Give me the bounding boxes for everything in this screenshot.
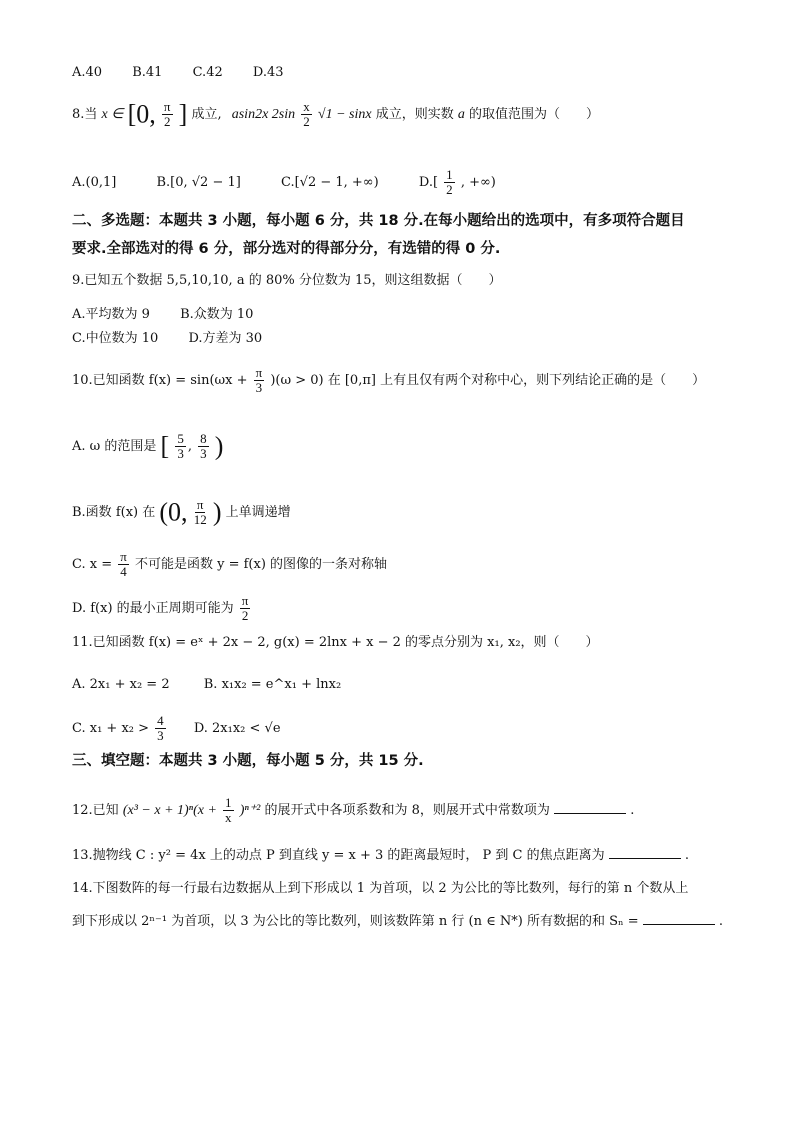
q8-prefix: 8.当 [72, 107, 98, 122]
q11-stem: 11.已知函数 f(x) = eˣ + 2x − 2, g(x) = 2lnx + x − 2 的零点分别为 x₁, x₂，则（ ） [72, 635, 599, 650]
q10-option-a-frac2 [198, 432, 209, 461]
q12-pre: 12.已知 [72, 803, 119, 818]
q9-stem: 9.已知五个数据 5,5,10,10, a 的 80% 分位数为 15，则这组数据（ ） [72, 273, 502, 288]
q13-answer-blank[interactable] [609, 846, 681, 859]
q11-option-c-frac [155, 714, 166, 743]
q11-option-b: B. x₁x₂ = e^x₁ + lnx₂ [203, 677, 342, 692]
q10-option-a-left: [ [160, 431, 170, 461]
q10-stem-pre: 10.已知函数 f(x) = sin(ωx + [72, 373, 248, 388]
q12-frac [223, 796, 234, 825]
q8-sqrt: √1 − sinx [317, 107, 372, 122]
q10-stem-frac-num: π [255, 365, 263, 380]
q10-option-a-num1: 5 [177, 431, 184, 446]
q8-sin-frac [301, 100, 312, 129]
q8-option-d-prefix: D.[ [418, 175, 439, 190]
q8-option-d [418, 167, 496, 197]
q7-option-b: B.41 [132, 65, 163, 80]
q8-option-a: A.(0,1] [72, 175, 117, 190]
q11-options-row1 [72, 676, 341, 694]
q10-option-b-post: 上单调递增 [225, 505, 291, 520]
q11-option-d: D. 2x₁x₂ < √e [193, 721, 281, 736]
q9-option-d: D.方差为 30 [188, 331, 263, 346]
q14-answer-blank[interactable] [643, 912, 715, 925]
q10-option-b-num: π [196, 497, 204, 512]
q11-option-c-num: 4 [157, 713, 164, 728]
q10-option-a-pre: A. ω 的范围是 [72, 439, 157, 454]
q7-option-c: C.42 [192, 65, 223, 80]
q12-expr2: )ⁿ⁺² [239, 803, 261, 818]
q12-answer-blank[interactable] [554, 801, 626, 814]
q7-option-d: D.43 [252, 65, 284, 80]
q10-option-c-den: 4 [120, 564, 127, 579]
q14-line1: 14.下图数阵的每一行最右边数据从上到下形成以 1 为首项，以 2 为公比的等比数列，每行的第 n 个数从上 [72, 881, 689, 896]
q10-option-d [72, 594, 252, 623]
q12-stem [72, 796, 634, 825]
section2-heading-line2: 要求.全部选对的得 6 分，部分选对的得部分分，有选错的得 0 分. [72, 241, 501, 257]
q8-established: 成立, [191, 107, 222, 122]
q10-stem-frac-den: 3 [255, 380, 263, 395]
q8-cond-var: x ∈ [101, 107, 124, 122]
q8-option-d-suffix: , +∞) [460, 175, 496, 190]
q10-option-b-frac [194, 498, 207, 527]
q8-ineq-left: asin2x 2sin [231, 107, 296, 122]
q8-tail: 成立，则实数 [375, 107, 454, 122]
q10-option-b-den: 12 [193, 512, 207, 527]
q8-stem [72, 100, 599, 129]
q8-var: a [457, 107, 465, 122]
q8-tail2: 的取值范围为（ ） [469, 107, 600, 122]
q10-option-c-pre: C. x = [72, 557, 113, 572]
q11-options-row2 [72, 714, 281, 743]
q10-option-d-num: π [241, 593, 249, 608]
q8-option-d-den: 2 [446, 182, 453, 197]
q8-interval-left: [0, [127, 99, 156, 129]
q8-option-d-num: 1 [446, 167, 453, 182]
q10-option-a-frac1 [175, 432, 186, 461]
q11-option-a: A. 2x₁ + x₂ = 2 [72, 677, 170, 692]
q10-option-d-frac [240, 594, 251, 623]
q9-options-row1 [72, 306, 253, 324]
q13-end: . [684, 848, 690, 863]
q13-stem [72, 846, 689, 865]
q10-stem-post: )(ω > 0) 在 [0,π] 上有且仅有两个对称中心，则下列结论正确的是（ ） [270, 373, 706, 388]
q8-option-b: B.[0, √2 − 1] [156, 175, 241, 190]
q10-option-a: A. ω 的范围是 [ $\frac{5}{3}$ , $\frac{8}{3}$ ) [72, 431, 224, 461]
q10-option-c [72, 550, 387, 579]
q14-line2 [72, 912, 723, 931]
q12-end: . [630, 803, 635, 818]
q8-interval-num: π [163, 99, 171, 114]
section3-heading: 三、填空题：本题共 3 小题，每小题 5 分，共 15 分. [72, 753, 424, 769]
q10-option-a-den2: 3 [200, 446, 207, 461]
q12-post: 的展开式中各项系数和为 8，则展开式中常数项为 [264, 803, 550, 818]
q10-option-a-den1: 3 [177, 446, 184, 461]
q10-option-a-right: ) [214, 431, 224, 461]
q10-option-b-left: (0, [159, 497, 188, 527]
q9-option-c: C.中位数为 10 [72, 331, 159, 346]
q8-option-c: C.[√2 − 1, +∞) [280, 175, 379, 190]
q11-option-c-pre: C. x₁ + x₂ > [72, 721, 150, 736]
q10-option-d-pre: D. f(x) 的最小正周期可能为 [72, 601, 234, 616]
q10-option-c-num: π [120, 549, 127, 564]
q10-stem [72, 366, 705, 395]
q10-stem-frac [254, 366, 265, 395]
section2-heading-line1: 二、多选题：本题共 3 小题，每小题 6 分，共 18 分.在每小题给出的选项中，有多项符合题目 [72, 213, 685, 229]
q14-line2-text: 到下形成以 2ⁿ⁻¹ 为首项，以 3 为公比的等比数列，则该数阵第 n 行 (n ∈ N*) 所有数据的和 Sₙ = [72, 914, 639, 929]
q10-option-d-den: 2 [241, 608, 249, 623]
q8-interval-right: ] [178, 99, 188, 129]
q8-option-d-frac [444, 168, 455, 197]
q12-expr1: (x³ − x + 1)ⁿ(x + [122, 803, 217, 818]
q9-option-a: A.平均数为 9 [72, 307, 150, 322]
q13-text: 13.抛物线 C : y² = 4x 上的动点 P 到直线 y = x + 3 的距离最短时， P 到 C 的焦点距离为 [72, 848, 605, 863]
q10-option-b [72, 498, 291, 527]
q10-option-b-pre: B.函数 f(x) 在 [72, 505, 156, 520]
q7-option-a: A.40 [72, 65, 103, 80]
q7-options [72, 64, 310, 82]
q12-frac-num: 1 [225, 795, 232, 810]
q12-frac-den: x [225, 810, 232, 825]
q8-interval-den: 2 [163, 114, 171, 129]
q10-option-c-post: 不可能是函数 y = f(x) 的图像的一条对称轴 [134, 557, 388, 572]
q8-options [72, 168, 496, 197]
q11-option-c-den: 3 [157, 728, 164, 743]
q10-option-b-right: ) [212, 497, 222, 527]
q8-sin-frac-num: x [303, 99, 310, 114]
q9-options-row2 [72, 330, 262, 348]
q14-end: . [718, 914, 724, 929]
q9-option-b: B.众数为 10 [180, 307, 254, 322]
q8-interval-frac [162, 100, 173, 129]
q8-sin-frac-den: 2 [303, 114, 310, 129]
q10-option-c-frac [118, 550, 129, 579]
q10-option-a-num2: 8 [200, 431, 207, 446]
